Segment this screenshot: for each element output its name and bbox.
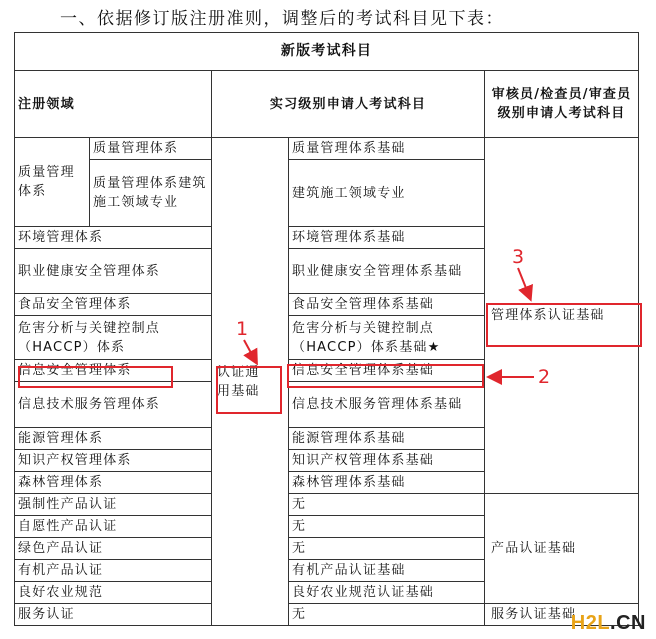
watermark-logo xyxy=(571,612,646,635)
subject-cell-highlighted: 信息安全管理体系基础 xyxy=(289,360,485,382)
subdomain-cell: 质量管理体系建筑施工领域专业 xyxy=(90,160,212,227)
page-heading: 一、依据修订版注册准则，调整后的考试科目见下表： xyxy=(60,9,504,29)
header-domain: 注册领域 xyxy=(15,71,212,138)
exam-subjects-table xyxy=(14,32,639,626)
subject-cell: 知识产权管理体系基础 xyxy=(289,450,485,472)
domain-cell: 森林管理体系 xyxy=(15,472,212,494)
annotation-number-3: 3 xyxy=(512,246,525,268)
intern-common-text: 认证通用基础 xyxy=(217,364,260,399)
auditor-product-text: 产品认证基础 xyxy=(491,541,577,556)
header-intern-subjects: 实习级别申请人考试科目 xyxy=(212,71,485,138)
domain-cell: 强制性产品认证 xyxy=(15,494,212,516)
subject-cell: 质量管理体系基础 xyxy=(289,138,485,160)
subject-cell: 无 xyxy=(289,604,485,626)
subject-cell: 食品安全管理体系基础 xyxy=(289,294,485,316)
header-auditor-subjects: 审核员/检查员/审查员级别申请人考试科目 xyxy=(485,71,639,138)
auditor-mgmt-cell xyxy=(485,138,639,494)
auditor-product-cell xyxy=(485,494,639,604)
domain-cell: 良好农业规范 xyxy=(15,582,212,604)
watermark-part2: .CN xyxy=(610,612,646,634)
subdomain-cell: 质量管理体系 xyxy=(90,138,212,160)
subject-cell: 有机产品认证基础 xyxy=(289,560,485,582)
table-title: 新版考试科目 xyxy=(15,33,639,71)
domain-cell: 食品安全管理体系 xyxy=(15,294,212,316)
subject-cell: 良好农业规范认证基础 xyxy=(289,582,485,604)
subject-cell: 环境管理体系基础 xyxy=(289,227,485,249)
domain-cell: 危害分析与关键控制点（HACCP）体系 xyxy=(15,316,212,360)
subject-cell: 森林管理体系基础 xyxy=(289,472,485,494)
subject-cell: 建筑施工领域专业 xyxy=(289,160,485,227)
auditor-service-cell: 服务认证基础 xyxy=(485,604,639,626)
domain-cell: 能源管理体系 xyxy=(15,428,212,450)
domain-highlight-text: 信息安全管理体系 xyxy=(18,363,132,378)
domain-cell-highlighted xyxy=(15,360,212,382)
domain-cell: 环境管理体系 xyxy=(15,227,212,249)
subject-cell: 危害分析与关键控制点（HACCP）体系基础★ xyxy=(289,316,485,360)
subject-cell: 信息技术服务管理体系基础 xyxy=(289,382,485,428)
subject-cell: 职业健康安全管理体系基础 xyxy=(289,249,485,294)
annotation-number-1: 1 xyxy=(236,318,249,340)
watermark-part1: H2L xyxy=(570,612,611,634)
domain-cell: 有机产品认证 xyxy=(15,560,212,582)
domain-cell: 质量管理体系 xyxy=(15,138,90,227)
domain-cell: 知识产权管理体系 xyxy=(15,450,212,472)
subject-cell: 无 xyxy=(289,516,485,538)
domain-cell: 职业健康安全管理体系 xyxy=(15,249,212,294)
subject-cell: 能源管理体系基础 xyxy=(289,428,485,450)
subject-cell: 无 xyxy=(289,494,485,516)
domain-cell: 服务认证 xyxy=(15,604,212,626)
domain-cell: 信息技术服务管理体系 xyxy=(15,382,212,428)
subject-cell: 无 xyxy=(289,538,485,560)
annotation-number-2: 2 xyxy=(538,366,551,388)
intern-common-cell xyxy=(212,138,289,626)
auditor-mgmt-text: 管理体系认证基础 xyxy=(491,308,605,323)
domain-cell: 绿色产品认证 xyxy=(15,538,212,560)
domain-cell: 自愿性产品认证 xyxy=(15,516,212,538)
